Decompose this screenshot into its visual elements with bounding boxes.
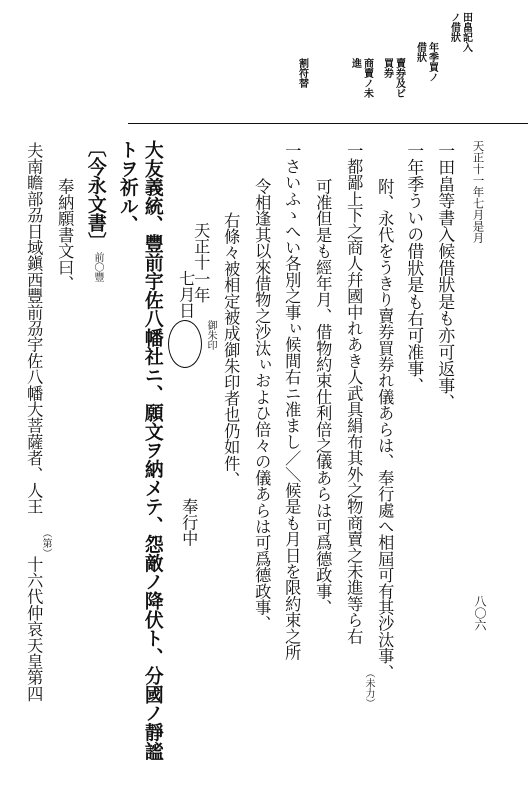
seal-label: 御朱印 — [205, 320, 216, 350]
sidenote-2-line-1: 年季買ノ — [426, 42, 438, 82]
edict-issuer: 奉行中 — [179, 498, 199, 547]
doc-line-1: 夫南瞻部刕日域鎭西豐前刕宇佐八幡大菩薩者、人王 — [24, 142, 44, 515]
edict-item-3-continuation: 可准但是も經年月、借物約束仕利倍之儀あらは可爲德政事、 — [313, 178, 333, 616]
sidenote-4-line-2: 進 — [349, 58, 361, 68]
edict-item-3-note: （未力） — [363, 668, 374, 708]
sidenote-2 — [426, 42, 437, 82]
edict-item-3: 一都鄙上下之商人幷國中れあき人武具絹布其外之物商賣之未進等ら右 — [344, 142, 364, 645]
narrative-line-1: 大友義統、豐前宇佐八幡社ニ、願文ヲ納メテ、怨敵ノ降伏ト、分國ノ靜謐 — [141, 140, 164, 761]
sidenote-1-line-2: ノ借狀 — [448, 12, 460, 42]
sidenote-3 — [393, 58, 404, 98]
source-title: 〔今永文書〕 — [84, 138, 107, 251]
edict-date: 天正十一年 — [191, 222, 211, 303]
sidenote-3-line-2: 買券 — [381, 58, 393, 78]
edict-item-4: 一さいふゝへい各別之事ぃ候間右ニ准まし／＼候是も月日を限約束之所 — [282, 142, 302, 661]
sidenote-4 — [361, 58, 372, 98]
source-note: 前〇豐 — [92, 252, 103, 282]
sidenote-1 — [460, 12, 471, 52]
edict-item-2-continuation: 附、永代をうきり賣券買券れ儀あらは、奉行處へ相屆可有其沙汰事、 — [375, 178, 395, 681]
sidenote-4-line-1: 商賣ノ未 — [361, 58, 373, 98]
sidenote-3b — [381, 58, 392, 78]
sidenote-5 — [296, 58, 307, 88]
sidenote-2-line-2: 借狀 — [414, 42, 426, 62]
doc-line-1-note: （第） — [40, 528, 51, 558]
sidenote-3-line-1: 賣券及ビ — [393, 58, 405, 98]
sidenote-1-line-1: 田畠記入 — [460, 12, 472, 52]
doc-line-1-tail: 十六代仲哀天皇第四 — [24, 556, 44, 702]
doc-title: 奉納願書文曰、 — [55, 178, 75, 292]
header-rule — [128, 123, 528, 124]
edict-item-4-continuation: 令相逢其以來借物之沙汰ぃおよひ倍々の儀あらは可爲德政事、 — [252, 178, 272, 632]
sidenote-2b — [414, 42, 425, 62]
edict-item-1: 一田畠等書入候借狀是も亦可返事、 — [435, 142, 456, 411]
vermilion-seal-icon — [168, 320, 202, 368]
running-head: 天正十一年七月是月 — [471, 140, 486, 244]
page-number: 八〇六 — [473, 595, 487, 631]
sidenote-1b — [448, 12, 459, 42]
edict-closing: 右條々被相定被成御朱印者也仍如件、 — [221, 212, 241, 488]
sidenote-4b — [349, 58, 360, 68]
edict-month-day: 七月日 — [176, 270, 196, 319]
sidenote-5-line-1: 割符替 — [296, 58, 308, 88]
edict-item-2: 一年季ういの借狀是も右可准事、 — [404, 142, 425, 394]
narrative-line-2: トヲ祈ル、 — [116, 140, 139, 234]
